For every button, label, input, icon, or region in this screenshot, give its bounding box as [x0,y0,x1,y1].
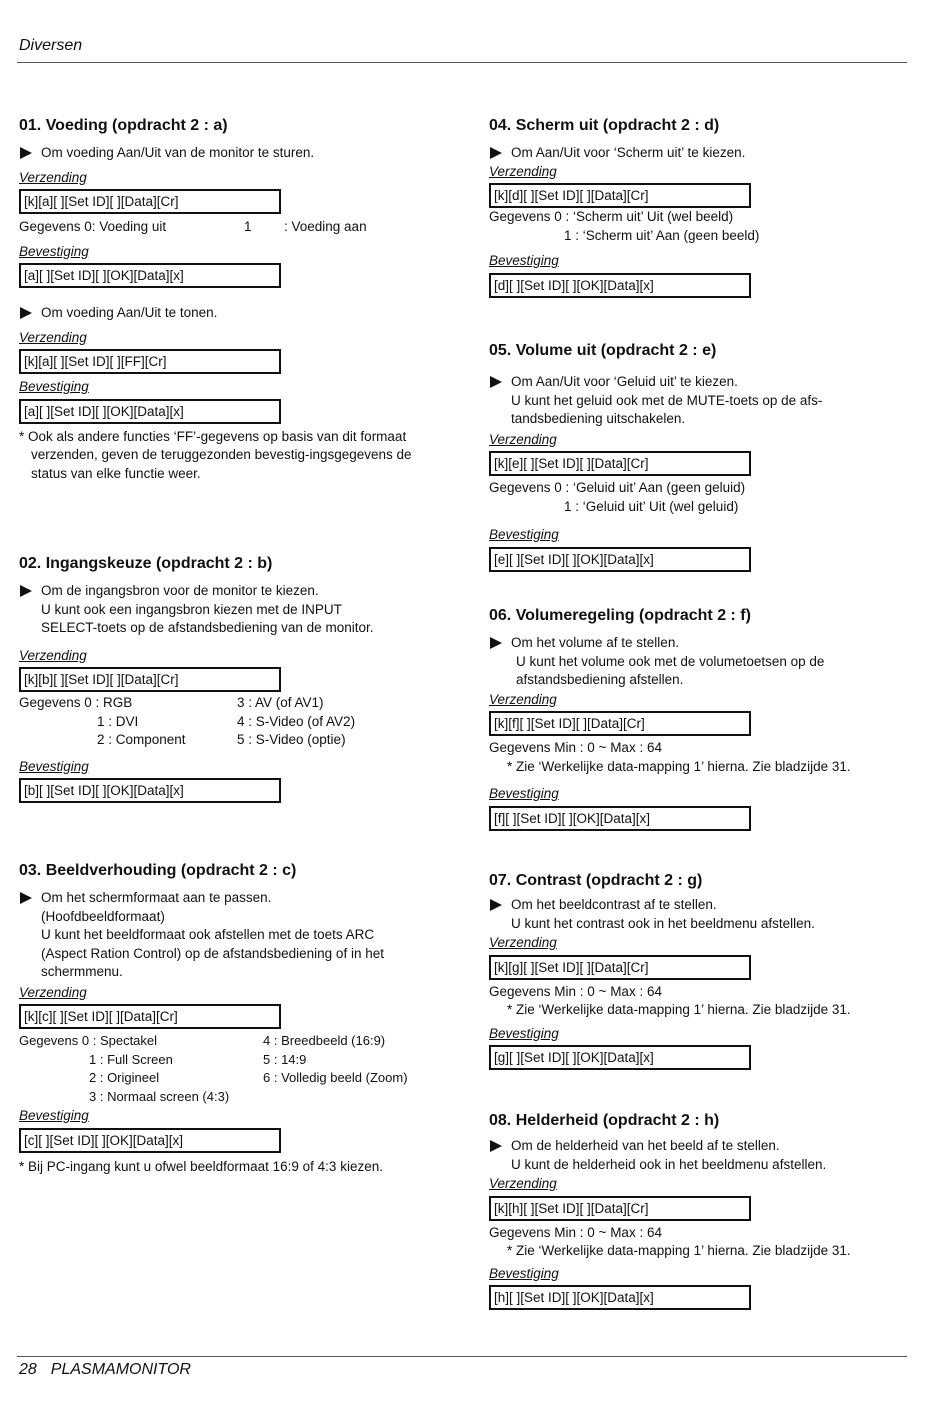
data-row [19,694,469,713]
bullet-text: (Aspect Ration Control) op de afstandsbediening of in het [41,945,384,961]
bullet-text: Om Aan/Uit voor ‘Scherm uit’ te kiezen. [511,145,746,160]
send-label: Verzending [19,647,87,663]
bullet [489,634,939,690]
command-box: [k][h][ ][Set ID][ ][Data][Cr] [489,1196,751,1221]
send-label: Verzending [19,329,87,345]
bullet-text: Om het volume af te stellen. [511,635,680,650]
note: * Zie ‘Werkelijke data-mapping 1’ hierna. Zie bladzijde 31. [507,758,851,774]
ack-label: Bevestiging [19,1108,89,1123]
bullet-text: afstandsbediening afstellen. [516,672,684,687]
data-row [19,1032,469,1051]
data-text: 1 : Full Screen [89,1051,173,1067]
page-header: Diversen [19,37,83,54]
command-box: [h][ ][Set ID][ ][OK][Data][x] [489,1285,751,1310]
bullet-text: Om de helderheid van het beeld af te stellen. [511,1138,780,1153]
section-title: 03. Beeldverhouding (opdracht 2 : c) [19,862,297,879]
data-text: 5 : 14:9 [263,1051,307,1067]
send-label: Verzending [489,935,557,950]
bullet-text: Om het schermformaat aan te passen. [41,890,272,905]
data-text: Gegevens 0 : ‘Geluid uit’ Aan (geen geluid) [489,480,746,495]
note: * Zie ‘Werkelijke data-mapping 1’ hierna. Zie bladzijde 31. [507,1243,851,1258]
data-table [19,1032,469,1106]
ack-label: Bevestiging [489,253,559,268]
data-text: 3 : AV (of AV1) [237,695,324,710]
data-row [19,1069,469,1088]
bullet-text: Om de ingangsbron voor de monitor te kiezen. [41,583,319,598]
command-box: [b][ ][Set ID][ ][OK][Data][x] [19,778,281,803]
ack-label: Bevestiging [19,243,89,259]
send-label: Verzending [489,431,557,447]
command-box: [d][ ][Set ID][ ][OK][Data][x] [489,273,751,298]
product-name: PLASMAMONITOR [50,1361,191,1378]
bullet-text: Om het beeldcontrast af te stellen. [511,897,717,912]
triangle-bullet-icon [490,147,502,159]
section-title: 01. Voeding (opdracht 2 : a) [19,117,228,134]
note: * Bij PC-ingang kunt u ofwel beeldformaat 16:9 of 4:3 kiezen. [19,1158,383,1174]
ack-label: Bevestiging [489,1265,559,1281]
triangle-bullet-icon [490,899,502,911]
page-footer [19,1361,205,1379]
section-03 [19,861,469,1176]
bullet-text: U kunt het contrast ook in het beeldmenu afstellen. [511,915,815,931]
data-row [19,218,469,237]
bullet-text: schermmenu. [41,964,123,979]
command-box: [g][ ][Set ID][ ][OK][Data][x] [489,1045,751,1070]
command-box: [e][ ][Set ID][ ][OK][Data][x] [489,547,751,572]
section-05 [489,341,939,572]
bullet-text: (Hoofdbeeldformaat) [41,908,165,924]
section-title: 06. Volumeregeling (opdracht 2 : f) [489,607,751,624]
data-text: 1 : ‘Scherm uit’ Aan (geen beeld) [564,227,760,243]
data-text: 5 : S-Video (optie) [237,732,346,747]
section-title: 05. Volume uit (opdracht 2 : e) [489,342,717,359]
section-06 [489,606,939,831]
data-text: 1 : ‘Geluid uit’ Uit (wel geluid) [564,498,739,514]
command-box: [a][ ][Set ID][ ][OK][Data][x] [19,263,281,288]
data-text: Gegevens Min : 0 ~ Max : 64 [489,983,662,999]
ack-label: Bevestiging [489,1025,559,1041]
data-text: Gegevens 0 : RGB [19,695,133,710]
ack-label: Bevestiging [19,379,89,394]
data-text: 2 : Origineel [89,1070,160,1085]
bullet [489,144,939,163]
section-01 [19,116,469,483]
bullet [19,889,469,982]
section-title: 04. Scherm uit (opdracht 2 : d) [489,117,720,134]
data-text: 6 : Volledig beeld (Zoom) [263,1070,408,1085]
data-text: 2 : Component [97,732,186,747]
data-text: 3 : Normaal screen (4:3) [89,1088,230,1104]
bullet [19,582,469,638]
data-text: Gegevens 0 : ‘Scherm uit’ Uit (wel beeld) [489,209,734,224]
data-text: Gegevens Min : 0 ~ Max : 64 [489,740,662,755]
send-label: Verzending [489,163,557,179]
bullet-text: Om voeding Aan/Uit van de monitor te sturen. [41,145,315,160]
triangle-bullet-icon [20,585,32,597]
data-row [19,731,469,750]
data-text: 1 [244,219,252,234]
data-row [19,1051,469,1070]
section-title: 02. Ingangskeuze (opdracht 2 : b) [19,555,273,572]
command-box: [k][a][ ][Set ID][ ][Data][Cr] [19,189,281,214]
command-box: [c][ ][Set ID][ ][OK][Data][x] [19,1128,281,1153]
header-rule [17,62,907,63]
triangle-bullet-icon [490,637,502,649]
data-row [19,713,469,732]
command-box: [k][c][ ][Set ID][ ][Data][Cr] [19,1004,281,1029]
command-box: [f][ ][Set ID][ ][OK][Data][x] [489,806,751,831]
command-box: [a][ ][Set ID][ ][OK][Data][x] [19,399,281,424]
note: * Ook als andere functies ‘FF’-gegevens op basis van dit formaat verzenden, geven de teruggezonden bevestig-ingsgegevens de status van elke functie weer. [19,428,412,481]
command-box: [k][f][ ][Set ID][ ][Data][Cr] [489,711,751,736]
footer-rule [17,1356,907,1357]
bullet [489,896,939,933]
section-08 [489,1111,939,1310]
bullet-text: Om Aan/Uit voor ‘Geluid uit’ te kiezen. [511,374,738,389]
ack-label: Bevestiging [489,527,559,542]
bullet [489,1137,939,1174]
data-text: : Voeding aan [284,219,367,234]
data-row [19,1088,469,1107]
bullet-text: U kunt het beeldformaat ook afstellen met de toets ARC [41,927,375,942]
bullet [19,304,469,323]
data-text: 1 : DVI [97,713,139,729]
command-box: [k][g][ ][Set ID][ ][Data][Cr] [489,955,751,980]
note: * Zie ‘Werkelijke data-mapping 1’ hierna. Zie bladzijde 31. [507,1002,851,1017]
bullet-text: U kunt het volume ook met de volumetoetsen op de [516,653,825,669]
bullet-text: SELECT-toets op de afstandsbediening van de monitor. [41,620,374,635]
section-07 [489,871,939,1070]
section-04 [489,116,939,298]
data-text: 4 : S-Video (of AV2) [237,713,356,729]
data-text: Gegevens 0 : Spectakel [19,1033,158,1048]
bullet-text: U kunt het geluid ook met de MUTE-toets op de afs- [511,392,823,408]
data-text: Gegevens Min : 0 ~ Max : 64 [489,1224,662,1240]
send-label: Verzending [19,984,87,1000]
section-title: 08. Helderheid (opdracht 2 : h) [489,1112,720,1129]
data-text: Gegevens 0: Voeding uit [19,219,167,234]
bullet [19,144,469,163]
data-text: 4 : Breedbeeld (16:9) [263,1033,386,1048]
bullet-text: tandsbediening uitschakelen. [511,411,686,426]
send-label: Verzending [489,691,557,707]
section-title: 07. Contrast (opdracht 2 : g) [489,872,703,889]
command-box: [k][d][ ][Set ID][ ][Data][Cr] [489,183,751,208]
bullet-text: U kunt de helderheid ook in het beeldmenu afstellen. [511,1156,827,1172]
command-box: [k][b][ ][Set ID][ ][Data][Cr] [19,667,281,692]
triangle-bullet-icon [20,147,32,159]
send-label: Verzending [489,1176,557,1191]
command-box: [k][a][ ][Set ID][ ][FF][Cr] [19,349,281,374]
send-label: Verzending [19,169,87,185]
command-box: [k][e][ ][Set ID][ ][Data][Cr] [489,451,751,476]
bullet [489,373,939,429]
ack-label: Bevestiging [489,786,559,801]
triangle-bullet-icon [20,892,32,904]
page-number: 28 [19,1361,37,1378]
triangle-bullet-icon [20,307,32,319]
bullet-text: U kunt ook een ingangsbron kiezen met de INPUT [41,601,342,617]
ack-label: Bevestiging [19,758,89,774]
bullet-text: Om voeding Aan/Uit te tonen. [41,305,218,320]
triangle-bullet-icon [490,376,502,388]
triangle-bullet-icon [490,1140,502,1152]
section-02 [19,554,469,803]
